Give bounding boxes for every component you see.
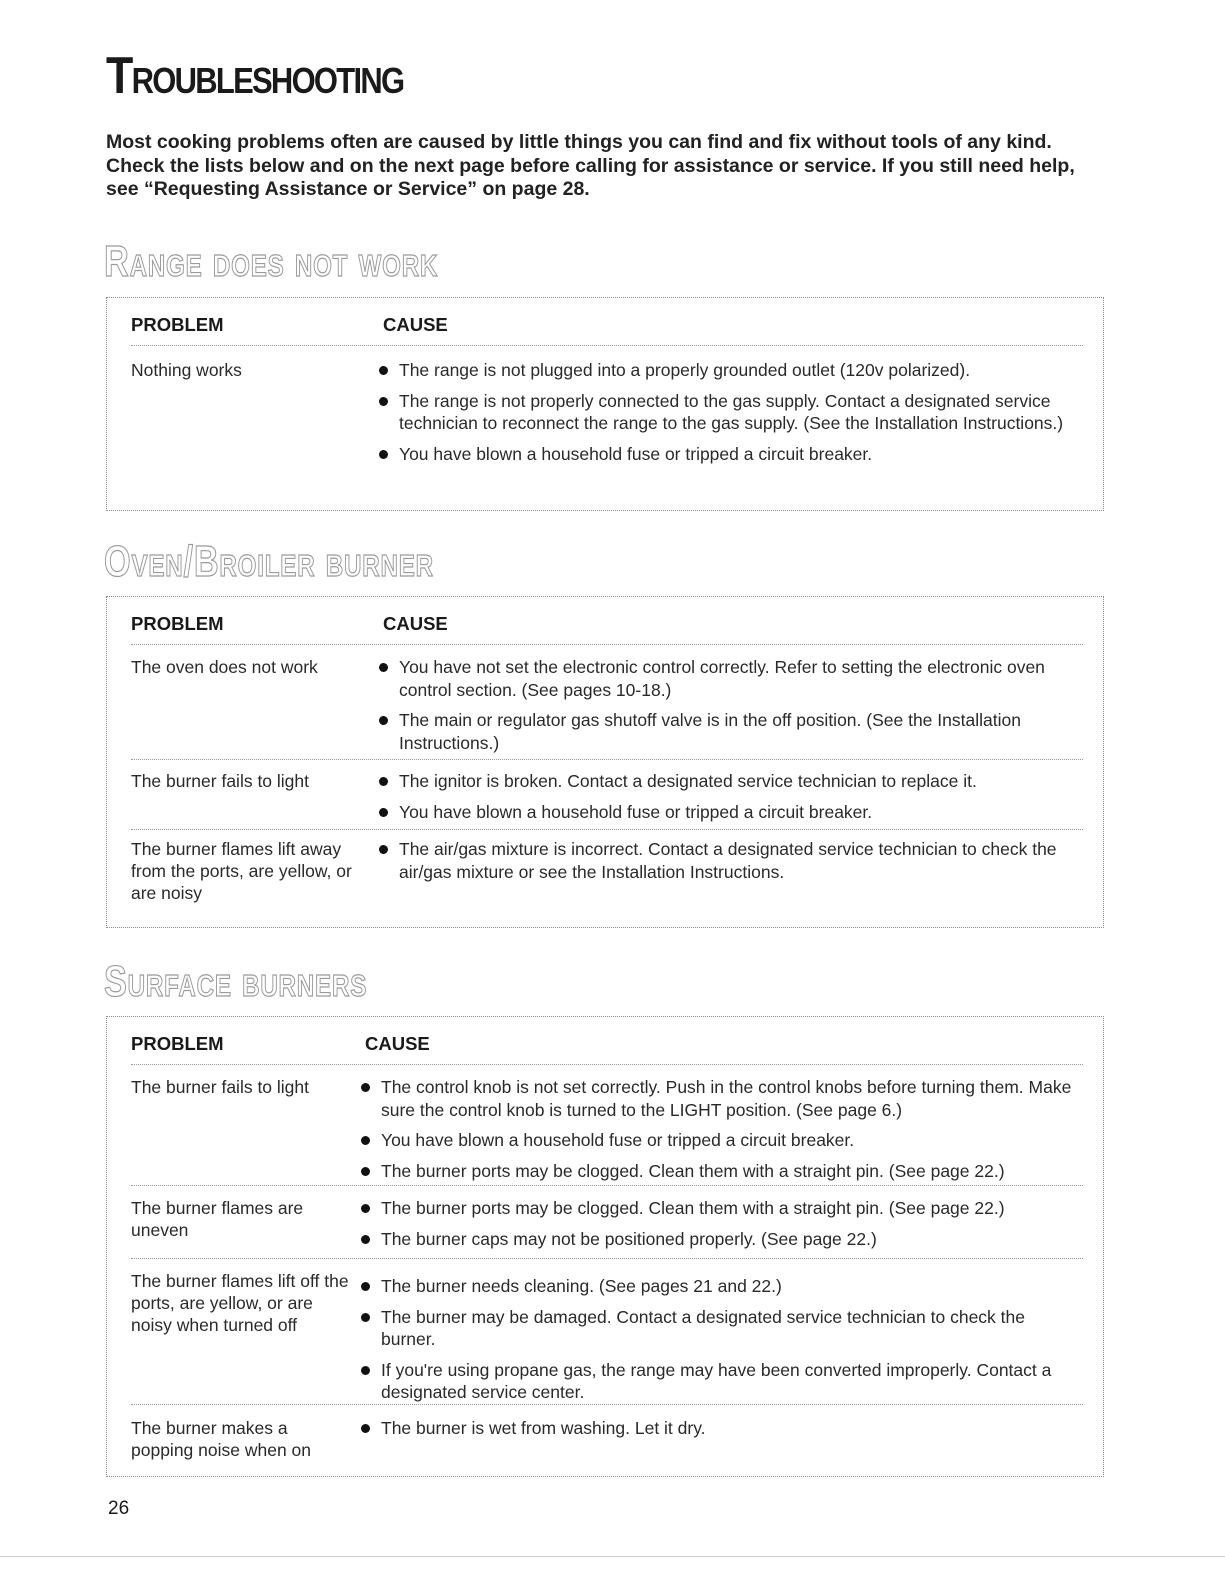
table-row — [131, 1404, 1083, 1475]
problem-text: The burner flames are uneven — [131, 1198, 304, 1240]
problem-text: The burner fails to light — [131, 771, 310, 791]
cause-item: The range is not plugged into a properly grounded outlet (120v polarized). — [379, 359, 1083, 382]
bottom-rule — [0, 1556, 1225, 1557]
cause-item: You have blown a household fuse or tripped a circuit breaker. — [361, 1129, 1083, 1152]
bullet-icon — [379, 450, 388, 459]
table-row — [131, 759, 1083, 840]
page-number: 26 — [108, 1498, 130, 1519]
cause-item: The range is not properly connected to the gas supply. Contact a designated service technician to reconnect the range to the gas supply. (See the Installation Instructions.) — [379, 390, 1083, 435]
cause-item: If you're using propane gas, the range may have been converted improperly. Contact a designated service center. — [361, 1359, 1083, 1404]
problem-text: The burner makes a popping noise when on — [131, 1418, 312, 1460]
bullet-icon — [379, 397, 388, 406]
table-row — [131, 656, 1083, 766]
cause-column-header: CAUSE — [365, 1033, 430, 1054]
cause-item: The burner is wet from washing. Let it dry. — [361, 1417, 1083, 1440]
problem-column-header: PROBLEM — [131, 1033, 224, 1054]
cause-column-header: CAUSE — [383, 314, 448, 335]
table-surface-burners — [106, 1016, 1104, 1477]
problem-column-header: PROBLEM — [131, 314, 224, 335]
problem-text: Nothing works — [131, 360, 242, 380]
cause-item: The control knob is not set correctly. Push in the control knobs before turning them. Make sure the control knob is turned to the LIGHT position. (See page 6.) — [361, 1076, 1083, 1121]
problem-text: The burner flames lift away from the ports, are yellow, or are noisy — [131, 839, 352, 903]
table-row — [131, 1076, 1083, 1184]
cause-item: The air/gas mixture is incorrect. Contact a designated service technician to check the air/gas mixture or see the Installation Instructions. — [379, 838, 1083, 883]
cause-list — [379, 359, 1083, 473]
cause-list — [361, 1076, 1083, 1190]
problem-column-header: PROBLEM — [131, 613, 224, 634]
cause-item: You have blown a household fuse or tripped a circuit breaker. — [379, 443, 1083, 466]
bullet-icon — [379, 663, 388, 672]
bullet-icon — [361, 1136, 370, 1145]
cause-list — [379, 770, 1083, 831]
section-heading-oven-broiler-burner: Oven/Broiler burner — [104, 537, 434, 586]
problem-text: The burner fails to light — [131, 1077, 310, 1097]
cause-item: The ignitor is broken. Contact a designated service technician to replace it. — [379, 770, 1083, 793]
bullet-icon — [361, 1313, 370, 1322]
cause-item: The burner ports may be clogged. Clean them with a straight pin. (See page 22.) — [361, 1160, 1083, 1183]
section-heading-surface-burners: Surface burners — [104, 957, 368, 1006]
cause-item: You have blown a household fuse or tripped a circuit breaker. — [379, 801, 1083, 824]
cause-list — [361, 1197, 1083, 1258]
cause-list — [379, 838, 1083, 891]
cause-column-header: CAUSE — [383, 613, 448, 634]
bullet-icon — [361, 1083, 370, 1092]
cause-list — [361, 1275, 1083, 1412]
problem-text: The burner flames lift off the ports, are yellow, or are noisy when turned off — [131, 1271, 349, 1335]
bullet-icon — [379, 716, 388, 725]
bullet-icon — [361, 1235, 370, 1244]
table-row — [131, 829, 1083, 920]
cause-list — [361, 1417, 1083, 1448]
table-row — [131, 359, 1083, 499]
bullet-icon — [361, 1282, 370, 1291]
cause-item: The burner ports may be clogged. Clean them with a straight pin. (See page 22.) — [361, 1197, 1083, 1220]
intro-paragraph: Most cooking problems often are caused by little things you can find and fix without tools of any kind. Check the lists below and on the next page before calling for assistance or service. If you still need help, see “Requesting Assistance or Service” on page 28. — [106, 131, 1075, 200]
table-header — [131, 298, 1083, 346]
problem-text: The oven does not work — [131, 657, 318, 677]
table-range-does-not-work — [106, 297, 1104, 511]
cause-item: The main or regulator gas shutoff valve is in the off position. (See the Installation Instructions.) — [379, 709, 1083, 754]
table-header — [131, 597, 1083, 645]
bullet-icon — [379, 845, 388, 854]
table-oven-broiler-burner — [106, 596, 1104, 928]
bullet-icon — [379, 808, 388, 817]
bullet-icon — [379, 366, 388, 375]
cause-item: The burner may be damaged. Contact a designated service technician to check the burner. — [361, 1306, 1083, 1351]
page-title: Troubleshooting — [106, 47, 404, 105]
table-header — [131, 1017, 1083, 1065]
bullet-icon — [361, 1424, 370, 1433]
bullet-icon — [361, 1167, 370, 1176]
bullet-icon — [361, 1366, 370, 1375]
cause-list — [379, 656, 1083, 762]
section-heading-range-does-not-work: Range does not work — [104, 237, 439, 286]
cause-item: The burner caps may not be positioned properly. (See page 22.) — [361, 1228, 1083, 1251]
table-row — [131, 1185, 1083, 1266]
bullet-icon — [361, 1204, 370, 1213]
bullet-icon — [379, 777, 388, 786]
cause-item: The burner needs cleaning. (See pages 21 and 22.) — [361, 1275, 1083, 1298]
table-row — [131, 1258, 1083, 1402]
cause-item: You have not set the electronic control correctly. Refer to setting the electronic oven control section. (See pages 10-18.) — [379, 656, 1083, 701]
